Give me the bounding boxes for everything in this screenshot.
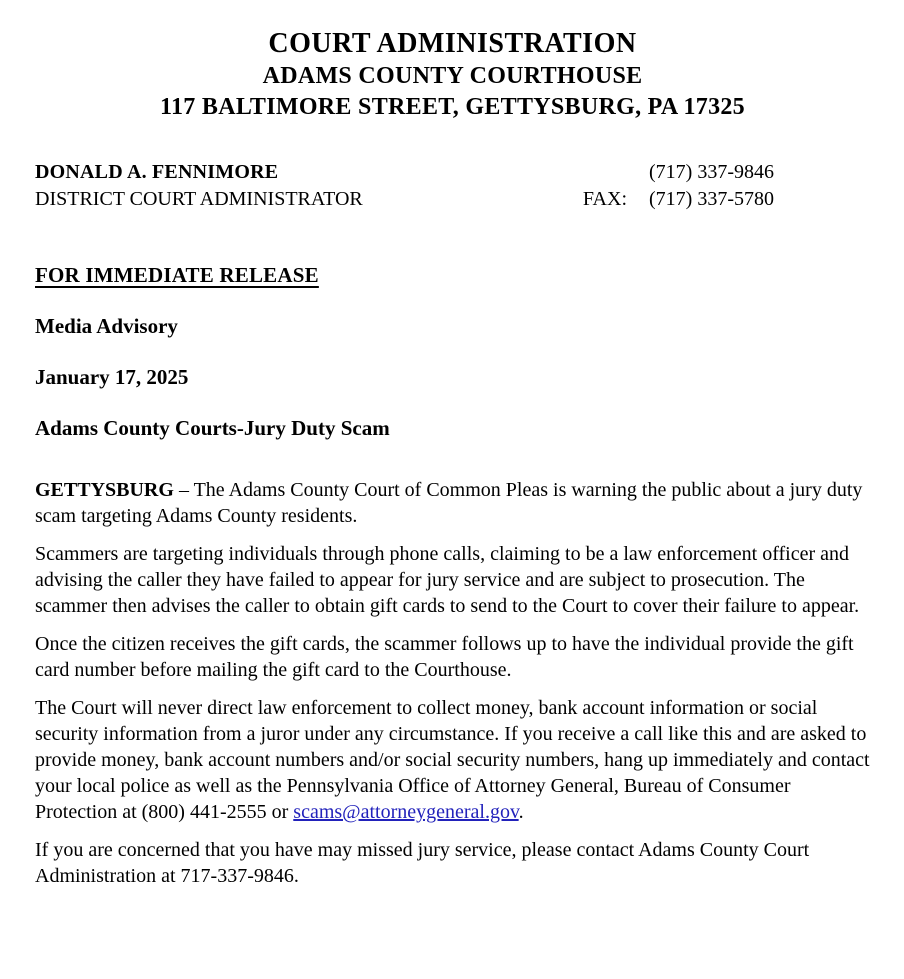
letterhead-address: 117 BALTIMORE STREET, GETTYSBURG, PA 17325 bbox=[160, 94, 745, 120]
letterhead-building: ADAMS COUNTY COURTHOUSE bbox=[262, 63, 643, 89]
contact-right bbox=[583, 159, 774, 213]
paragraph-2: Scammers are targeting individuals through phone calls, claiming to be a law enforcement officer and advising the caller they have failed to appear for jury service and are subject to prosecution. The scammer then advises the caller to obtain gift cards to send to the Court to cover their failure to appear. bbox=[35, 543, 860, 617]
paragraph-5: If you are concerned that you have may missed jury service, please contact Adams County Court Administration at 717-337-9846. bbox=[35, 839, 810, 887]
administrator-title: DISTRICT COURT ADMINISTRATOR bbox=[35, 188, 363, 210]
fax-label: FAX: bbox=[582, 188, 628, 210]
paragraph-1-text: – The Adams County Court of Common Pleas is warning the public about a jury duty scam targeting Adams County residents. bbox=[35, 479, 863, 527]
paragraph-4 bbox=[35, 695, 870, 825]
paragraph-4-period: . bbox=[518, 801, 524, 823]
gettysburg-dateline: GETTYSBURG bbox=[35, 479, 174, 501]
contact-block bbox=[35, 159, 870, 213]
advisory-type: Media Advisory bbox=[35, 314, 178, 338]
paragraph-4-text: The Court will never direct law enforcement to collect money, bank account information or social security information from a juror under any circumstance. If you receive a call like this and are asked to provide money, bank account numbers and/or social security numbers, hang up immediately and contact your local police as well as the Pennsylvania Office of Attorney General, Bureau of Consumer Protection at (800) 441-2555 or bbox=[35, 697, 870, 823]
contact-left bbox=[35, 159, 363, 213]
release-date: January 17, 2025 bbox=[35, 365, 189, 389]
fax-number: (717) 337-5780 bbox=[649, 188, 774, 210]
release-heading: FOR IMMEDIATE RELEASE bbox=[35, 263, 319, 287]
administrator-name: DONALD A. FENNIMORE bbox=[35, 161, 279, 183]
letterhead bbox=[35, 26, 870, 123]
letterhead-org: COURT ADMINISTRATION bbox=[268, 28, 637, 59]
paragraph-3: Once the citizen receives the gift cards, the scammer follows up to have the individual provide the gift card number before mailing the gift card to the Courthouse. bbox=[35, 633, 854, 681]
paragraph-1 bbox=[35, 477, 870, 529]
phone-number: (717) 337-9846 bbox=[649, 161, 774, 183]
body-text bbox=[35, 477, 870, 889]
email-link[interactable]: scams@attorneygeneral.gov bbox=[293, 801, 519, 823]
release-subject: Adams County Courts-Jury Duty Scam bbox=[35, 416, 390, 440]
